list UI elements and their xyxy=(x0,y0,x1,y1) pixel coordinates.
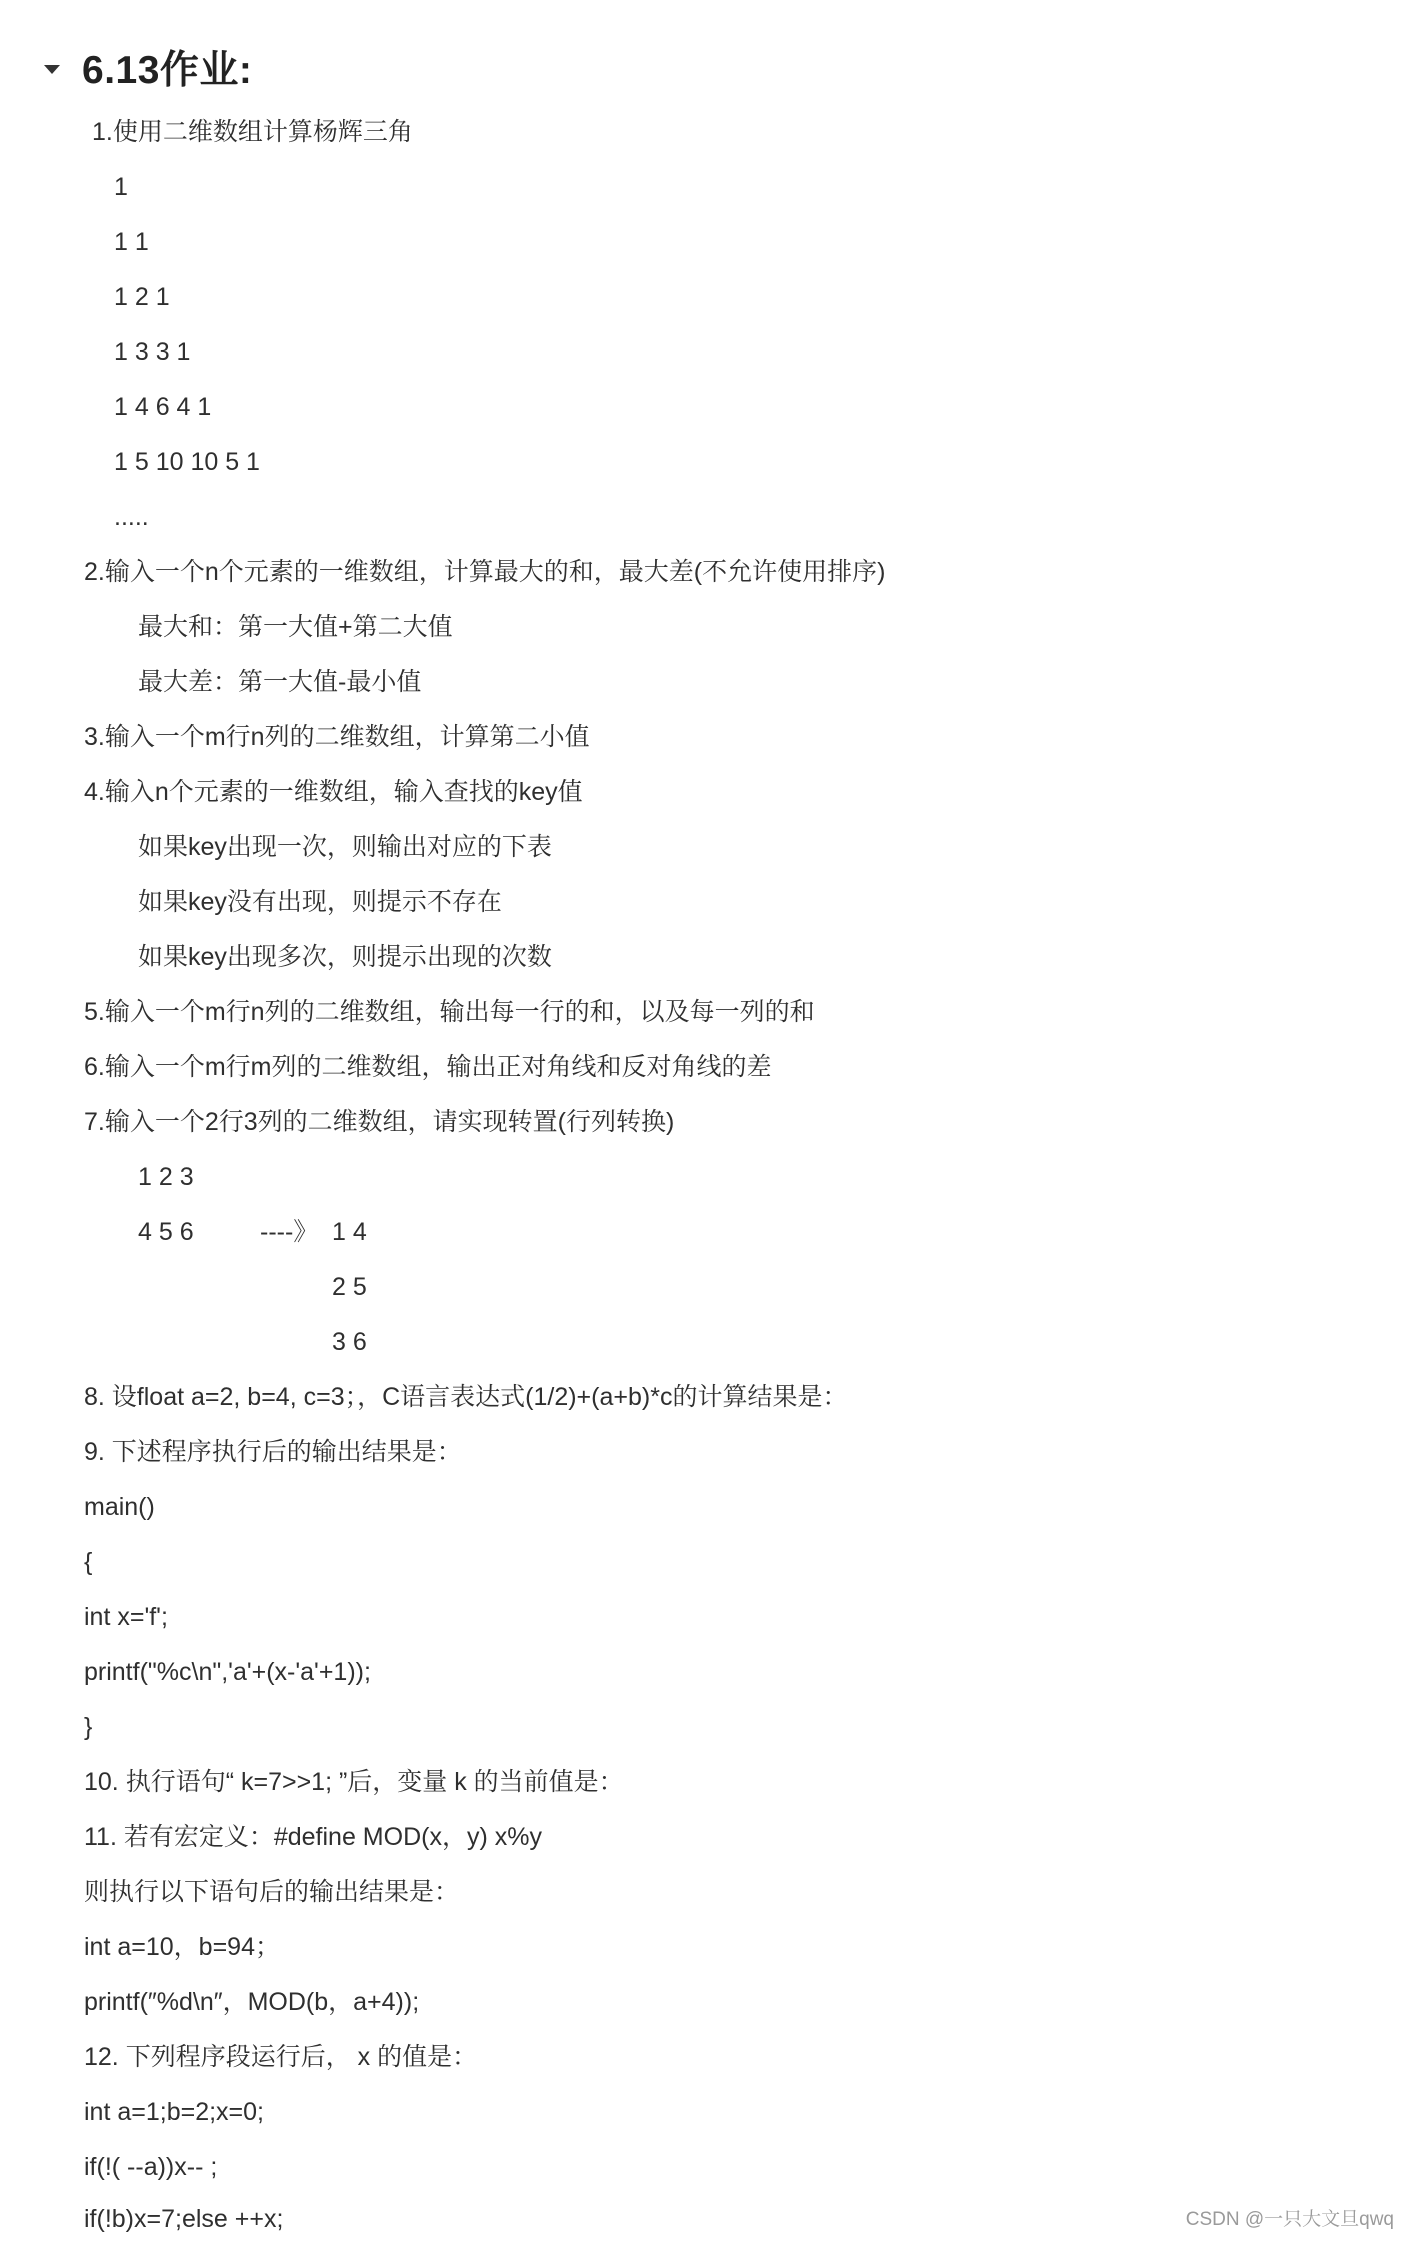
q11-desc: 则执行以下语句后的输出结果是： xyxy=(84,1878,460,1906)
heading-title: 6.13作业: xyxy=(82,49,253,92)
q1-row: ..... xyxy=(114,503,149,531)
q1-row: 1 5 10 10 5 1 xyxy=(114,448,260,476)
q7-matrix-row: 4 5 6 xyxy=(138,1218,194,1246)
q9-code-line: printf("%c\n",'a'+(x-'a'+1)); xyxy=(84,1658,371,1686)
q9-code-line: { xyxy=(84,1548,93,1576)
q4-title: 4.输入n个元素的一维数组，输入查找的key值 xyxy=(84,778,583,806)
q1-title: 1.使用二维数组计算杨辉三角 xyxy=(92,118,413,146)
q7-transposed-row: 1 4 xyxy=(332,1218,367,1246)
section-heading[interactable] xyxy=(44,40,252,94)
q1-row: 1 1 xyxy=(114,228,149,256)
q2-sub: 最大和：第一大值+第二大值 xyxy=(138,613,453,641)
q7-matrix-row: 1 2 3 xyxy=(138,1163,194,1191)
q7-transposed-row: 3 6 xyxy=(332,1328,367,1356)
q5-title: 5.输入一个m行n列的二维数组，输出每一行的和，以及每一列的和 xyxy=(84,998,815,1026)
q12-title: 12. 下列程序段运行后， x 的值是： xyxy=(84,2043,478,2071)
q9-code-line: main() xyxy=(84,1493,155,1521)
q8-title: 8. 设float a=2, b=4, c=3；，C语言表达式(1/2)+(a+b)*c的计算结果是： xyxy=(84,1383,848,1411)
q7-arrow: ----》 xyxy=(260,1218,319,1246)
csdn-watermark: CSDN @一只大文旦qwq xyxy=(1185,2209,1394,2230)
q11-code-line: int a=10，b=94； xyxy=(84,1933,280,1961)
q7-transposed-row: 2 5 xyxy=(332,1273,367,1301)
q9-title: 9. 下述程序执行后的输出结果是： xyxy=(84,1438,462,1466)
q1-row: 1 2 1 xyxy=(114,283,170,311)
q10-title: 10. 执行语句“ k=7>>1; ”后，变量 k 的当前值是： xyxy=(84,1768,624,1796)
q11-title: 11. 若有宏定义：#define MOD(x，y) x%y xyxy=(84,1823,542,1851)
q3-title: 3.输入一个m行n列的二维数组，计算第二小值 xyxy=(84,723,590,751)
q1-row: 1 4 6 4 1 xyxy=(114,393,212,421)
q12-code-line: if(!( --a))x-- ; xyxy=(84,2153,218,2181)
q9-code-line: } xyxy=(84,1713,93,1741)
q1-row: 1 3 3 1 xyxy=(114,338,191,366)
q4-sub: 如果key出现多次，则提示出现的次数 xyxy=(138,943,552,971)
q1-row: 1 xyxy=(114,173,128,201)
q12-code-line: if(!b)x=7;else ++x; xyxy=(84,2205,284,2233)
q2-title: 2.输入一个n个元素的一维数组，计算最大的和，最大差(不允许使用排序) xyxy=(84,558,886,586)
q2-sub: 最大差：第一大值-最小值 xyxy=(138,668,422,696)
q12-code-line: int a=1;b=2;x=0; xyxy=(84,2098,265,2126)
q4-sub: 如果key没有出现，则提示不存在 xyxy=(138,888,502,916)
q11-code-line: printf(″%d\n″，MOD(b，a+4)); xyxy=(84,1988,420,2016)
q4-sub: 如果key出现一次，则输出对应的下表 xyxy=(138,833,552,861)
collapse-caret-icon[interactable] xyxy=(44,65,60,74)
q7-title: 7.输入一个2行3列的二维数组，请实现转置(行列转换) xyxy=(84,1108,675,1136)
q9-code-line: int x='f'; xyxy=(84,1603,168,1631)
q6-title: 6.输入一个m行m列的二维数组，输出正对角线和反对角线的差 xyxy=(84,1053,772,1081)
